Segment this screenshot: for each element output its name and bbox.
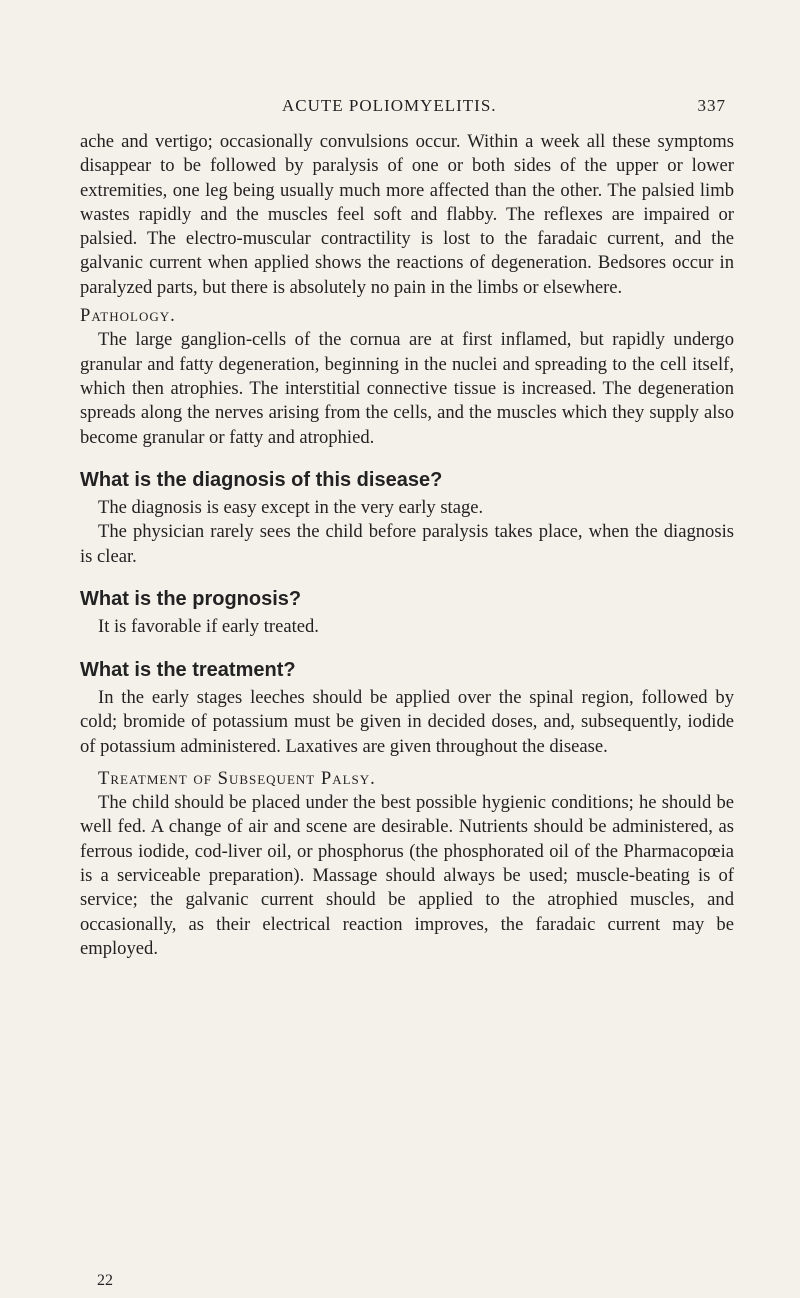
paragraph-symptoms: ache and vertigo; occasionally convulsions occur. Within a week all these symptoms disappear to be followed by paralysis of one or both sides of the upper or lower extremities, one leg being usually much more affected than the other. The palsied limb wastes rapidly and the muscles feel soft and flabby. The reflexes are impaired or palsied. The electro-muscular contractility is lost to the faradaic current, and the galvanic current when applied shows the reactions of degeneration. Bedsores occur in paralyzed parts, but there is absolutely no pain in the limbs or elsewhere. (80, 131, 734, 298)
paragraph-diagnosis-2: The physician rarely sees the child before paralysis takes place, when the diagnosis is clear. (80, 521, 734, 567)
running-title: ACUTE POLIOMYELITIS. (282, 96, 497, 115)
question-prognosis: What is the prognosis? (80, 588, 302, 611)
paragraph-treatment: In the early stages leeches should be applied over the spinal region, followed by cold; bromide of potassium must be given in decided doses, and, subsequently, iodide of potassium administered. Laxatives are given throughout the disease. (80, 686, 734, 757)
paragraph-prognosis: It is favorable if early treated. (98, 616, 319, 638)
running-head (0, 96, 800, 118)
paragraph-palsy-treatment: The child should be placed under the best possible hygienic conditions; he should be well fed. A change of air and scene are desirable. Nutrients should be administered, as ferrous iodide, cod-liver oil, or phosphorus (the phosphorated oil of the Pharmacopœia is a serviceable preparation). Massage should always be used; muscle-beating is of service; the galvanic current should be applied to the atrophied muscles, and occasionally, as their electrical reaction improves, the faradaic current may be employed. (80, 792, 734, 959)
section-heading-pathology: Pathology. (80, 305, 176, 327)
page-content (80, 130, 734, 961)
paragraph-diagnosis-1: The diagnosis is easy except in the very early stage. (98, 497, 484, 519)
question-treatment: What is the treatment? (80, 658, 296, 681)
section-heading-subsequent-palsy: Treatment of Subsequent Palsy. (98, 767, 376, 789)
paragraph-pathology: The large ganglion-cells of the cornua are at first inflamed, but rapidly undergo granular and fatty degeneration, beginning in the nuclei and spreading to the cell itself, which then atrophies. The interstitial connective tissue is increased. The degeneration spreads along the nerves arising from the cells, and the muscles which they supply also become granular or fatty and atrophied. (80, 329, 734, 448)
question-diagnosis: What is the diagnosis of this disease? (80, 468, 443, 491)
page-number: 337 (697, 96, 726, 115)
signature-mark: 22 (97, 1272, 113, 1289)
